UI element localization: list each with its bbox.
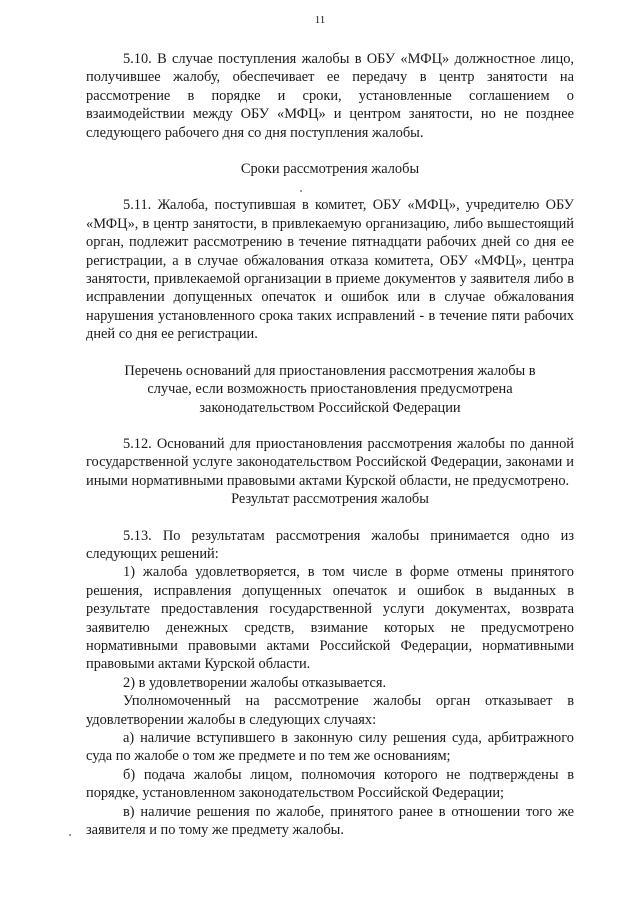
paragraph-5-13-item-1: 1) жалоба удовлетворяется, в том числе в форме отмены принятого решения, исправления допущенных опечаток и ошибок в выданных в результате предоставления государственной услуги документах, возврата заявителю денежных средств, взимание которых не предусмотрено нормативными правовыми актами Российской Федерации, нормативными правовыми актами Курской области. [86, 564, 574, 673]
heading-terms: Сроки рассмотрения жалобы [240, 161, 420, 178]
heading-result: Результат рассмотрения жалобы [231, 491, 429, 508]
heading-suspension-line-2: случае, если возможность приостановления предусмотрена [147, 381, 513, 398]
paragraph-5-13: 5.13. По результатам рассмотрения жалобы принимается одно из следующих решений: [86, 527, 574, 562]
scan-speck [300, 190, 302, 192]
document-body [86, 50, 574, 839]
paragraph-5-13-item-2: 2) в удовлетворении жалобы отказывается. [123, 674, 387, 691]
heading-suspension-line-3: законодательством Российской Федерации [199, 399, 461, 416]
paragraph-refusal: Уполномоченный на рассмотрение жалобы орган отказывает в удовлетворении жалобы в следующих случаях: [86, 693, 574, 728]
paragraph-item-a: а) наличие вступившего в законную силу решения суда, арбитражного суда по жалобе о том же предмете и по тем же основаниям; [86, 730, 574, 765]
paragraph-5-10: 5.10. В случае поступления жалобы в ОБУ «МФЦ» должностное лицо, получившее жалобу, обеспечивает ее передачу в центр занятости на рассмотрение в порядке и сроки, установленные соглашением о взаимодействии между ОБУ «МФЦ» и центром занятости, но не позднее следующего рабочего дня со дня поступления жалобы. [86, 51, 574, 141]
paragraph-item-b: б) подача жалобы лицом, полномочия которого не подтверждены в порядке, установленном законодательством Российской Федерации; [86, 766, 574, 802]
paragraph-5-12: 5.12. Оснований для приостановления рассмотрения жалобы по данной государственной услуге законодательством Российской Федерации, законами и иными нормативными правовыми актами Курской области, не предусмотрено. [86, 435, 574, 489]
scan-speck [69, 834, 71, 836]
paragraph-5-11: 5.11. Жалоба, поступившая в комитет, ОБУ «МФЦ», учредителю ОБУ «МФЦ», в центр занятости, в привлекаемую организацию, либо вышестоящий орган, подлежит рассмотрению в течение пятнадцати рабочих дней со дня ее регистрации, а в случае обжалования отказа комитета, ОБУ «МФЦ», центра занятости, привлекаемой организации в приеме документов у заявителя либо в исправлении допущенных опечаток и ошибок или в случае обжалования нарушения установленного срока таких исправлений - в течение пяти рабочих дней со дня ее регистрации. [86, 197, 574, 343]
heading-suspension-line-1: Перечень оснований для приостановления рассмотрения жалобы в [124, 362, 536, 379]
page-number: 11 [314, 14, 326, 26]
paragraph-item-c: в) наличие решения по жалобе, принятого ранее в отношении того же заявителя и по тому же предмету жалобы. [86, 803, 574, 839]
